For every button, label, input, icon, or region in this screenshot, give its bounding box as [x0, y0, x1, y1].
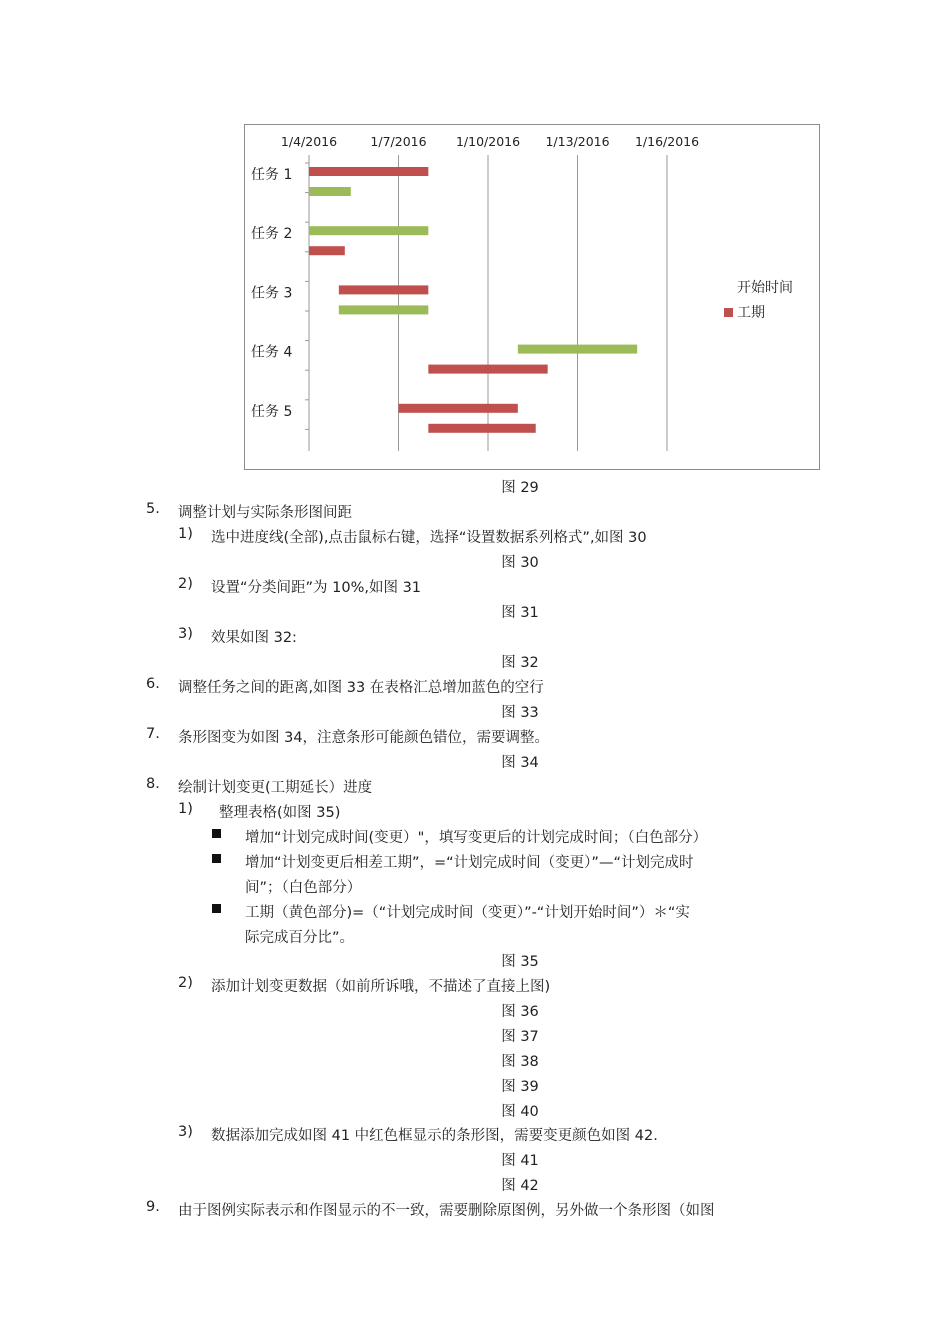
- gantt-chart: [245, 125, 819, 469]
- square-bullet-icon: [212, 829, 221, 838]
- legend-swatch: [724, 308, 733, 317]
- list-item-9: 由于图例实际表示和作图显示的不一致，需要删除原图例，另外做一个条形图（如图: [178, 1203, 715, 1219]
- gantt-bar: [309, 246, 345, 255]
- bullet-item-2-line-2: 间”；（白色部分）: [245, 880, 362, 896]
- list-item-8: 绘制计划变更(工期延长）进度: [178, 780, 373, 796]
- list-item-5-2: 设置“分类间距”为 10%,如图 31: [211, 580, 422, 596]
- list-num-8-1: 1): [178, 801, 193, 817]
- list-num-5-3: 3): [178, 626, 193, 642]
- figure-caption-29: 图 29: [501, 480, 539, 496]
- list-num-8: 8.: [146, 776, 160, 792]
- gantt-bar: [399, 404, 518, 413]
- gantt-bar: [309, 226, 428, 235]
- bullet-item-1: 增加“计划完成时间(变更）"，填写变更后的计划完成时间；（白色部分）: [245, 830, 708, 846]
- figure-caption-40: 图 40: [501, 1104, 539, 1120]
- figure-caption-30: 图 30: [501, 555, 539, 571]
- category-label: 任务 2: [251, 226, 293, 243]
- bullet-item-3-line-2: 际完成百分比”。: [245, 930, 355, 946]
- x-tick-label: 1/16/2016: [634, 134, 700, 149]
- figure-caption-38: 图 38: [501, 1054, 539, 1070]
- list-num-8-3: 3): [178, 1124, 193, 1140]
- figure-caption-39: 图 39: [501, 1079, 539, 1095]
- x-tick-label: 1/7/2016: [370, 134, 427, 149]
- list-num-8-2: 2): [178, 975, 193, 991]
- list-num-5-1: 1): [178, 526, 193, 542]
- list-item-8-2: 添加计划变更数据（如前所诉哦，不描述了直接上图): [211, 979, 551, 995]
- list-item-6: 调整任务之间的距离,如图 33 在表格汇总增加蓝色的空行: [178, 680, 544, 696]
- figure-caption-31: 图 31: [501, 605, 539, 621]
- legend-label: 工期: [737, 305, 765, 321]
- figure-caption-35: 图 35: [501, 954, 539, 970]
- square-bullet-icon: [212, 854, 221, 863]
- x-tick-label: 1/13/2016: [545, 134, 610, 149]
- x-tick-label: 1/4/2016: [280, 134, 338, 149]
- list-num-5-2: 2): [178, 576, 193, 592]
- square-bullet-icon: [212, 904, 221, 913]
- list-item-7: 条形图变为如图 34，注意条形可能颜色错位，需要调整。: [178, 730, 550, 746]
- list-item-8-1: 整理表格(如图 35): [219, 805, 341, 821]
- figure-caption-36: 图 36: [501, 1004, 539, 1020]
- list-num-5: 5.: [146, 501, 160, 517]
- gantt-chart-frame: [244, 124, 820, 470]
- figure-caption-41: 图 41: [501, 1153, 539, 1169]
- gantt-bar: [428, 365, 547, 374]
- list-item-5-1: 选中进度线(全部),点击鼠标右键，选择“设置数据系列格式”,如图 30: [211, 530, 647, 546]
- list-item-8-3: 数据添加完成如图 41 中红色框显示的条形图，需要变更颜色如图 42.: [211, 1128, 658, 1144]
- bullet-item-2-line-1: 增加“计划变更后相差工期”，=“计划完成时间（变更）”—“计划完成时: [245, 855, 694, 871]
- list-num-7: 7.: [146, 726, 160, 742]
- category-label: 任务 1: [251, 167, 293, 183]
- category-label: 任务 5: [251, 403, 293, 420]
- category-label: 任务 4: [251, 344, 293, 361]
- gantt-bar: [518, 345, 637, 354]
- gantt-bar: [428, 424, 535, 433]
- bullet-item-3-line-1: 工期（黄色部分)=（“计划完成时间（变更）”-“计划开始时间”）＊“实: [245, 905, 690, 921]
- legend-label: 开始时间: [737, 280, 793, 296]
- gantt-bar: [339, 285, 429, 294]
- figure-caption-32: 图 32: [501, 655, 539, 671]
- list-num-9: 9.: [146, 1199, 160, 1215]
- list-num-6: 6.: [146, 676, 160, 692]
- figure-caption-42: 图 42: [501, 1178, 539, 1194]
- gantt-bar: [309, 187, 351, 196]
- figure-caption-37: 图 37: [501, 1029, 539, 1045]
- gantt-bar: [339, 305, 429, 314]
- gantt-bar: [309, 167, 428, 176]
- list-item-5: 调整计划与实际条形图间距: [178, 505, 352, 521]
- figure-caption-33: 图 33: [501, 705, 539, 721]
- x-tick-label: 1/10/2016: [455, 134, 521, 149]
- list-item-5-3: 效果如图 32:: [211, 630, 297, 646]
- category-label: 任务 3: [251, 285, 293, 302]
- figure-caption-34: 图 34: [501, 755, 539, 771]
